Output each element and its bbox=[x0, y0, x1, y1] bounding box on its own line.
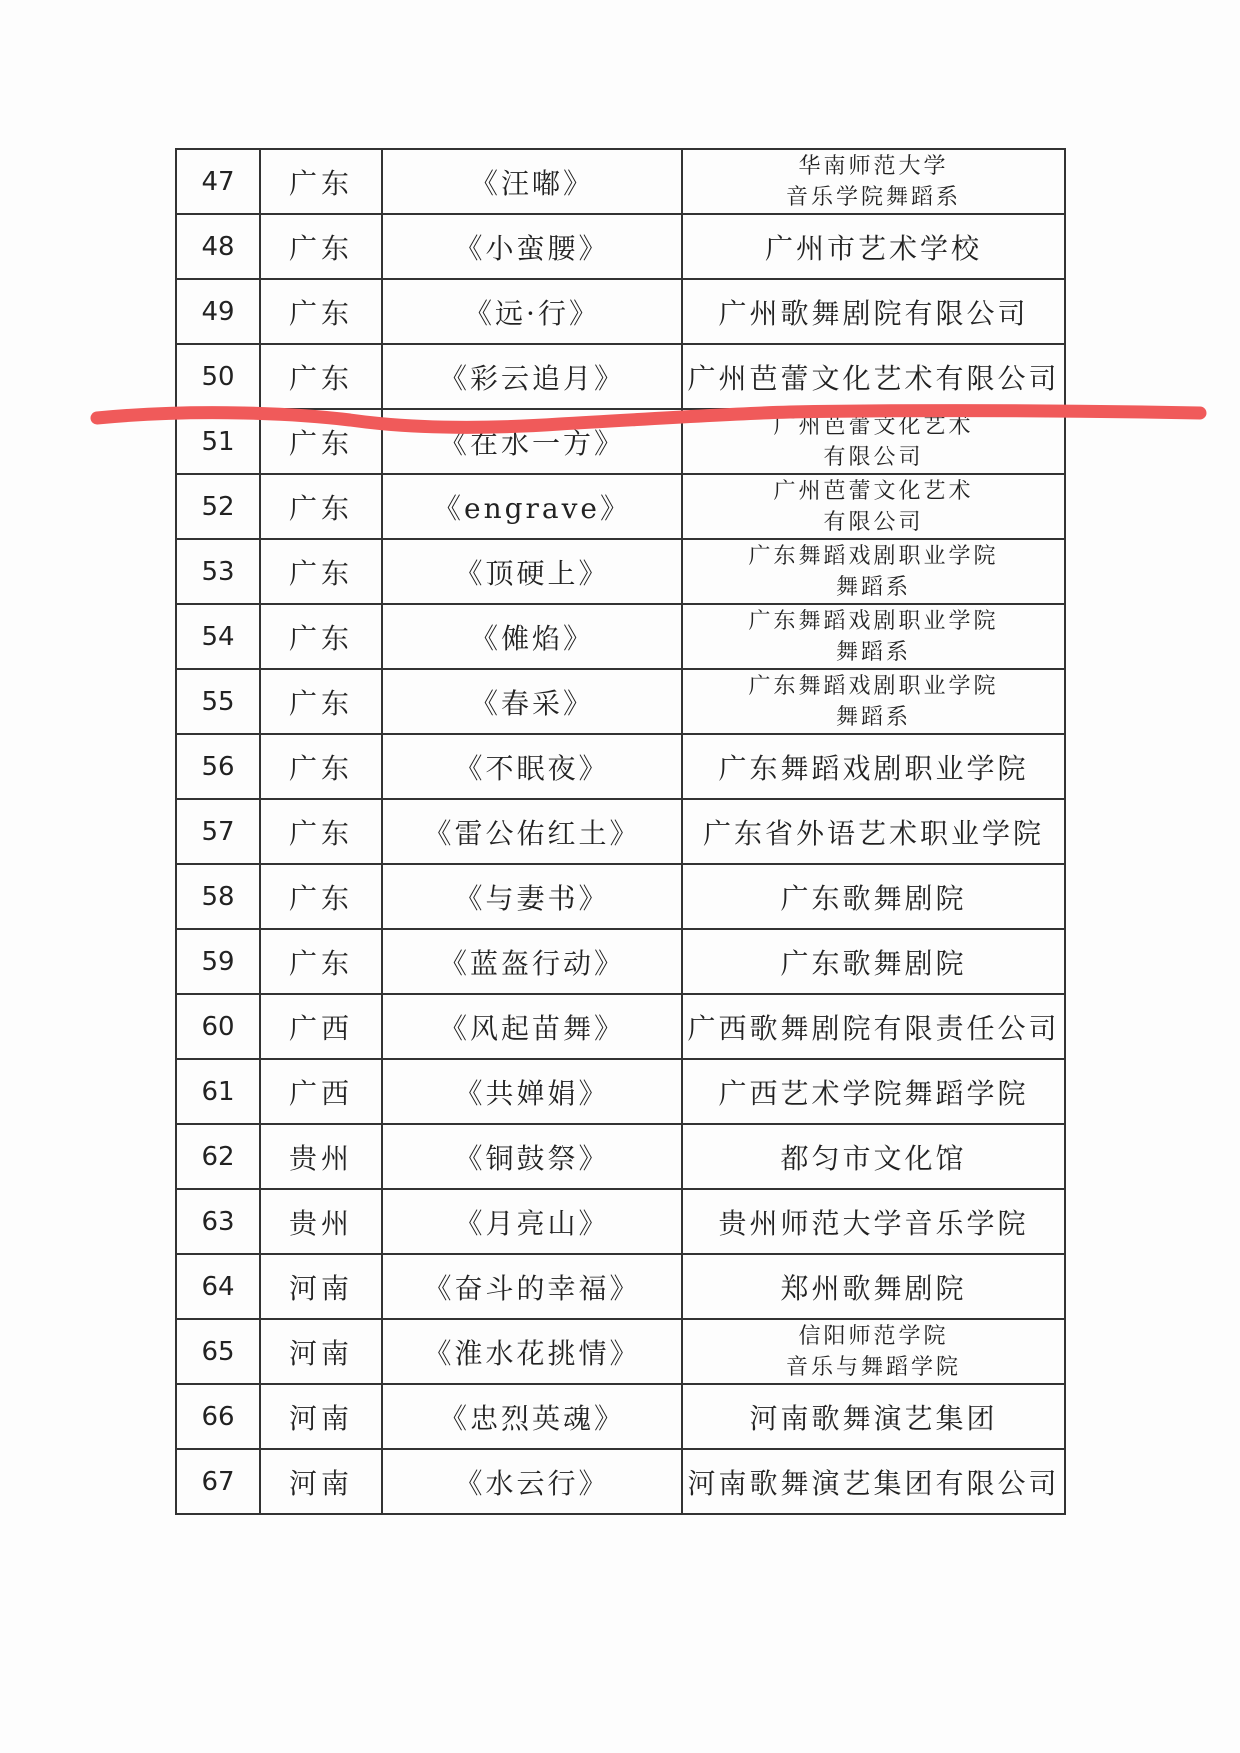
cell-number bbox=[176, 1384, 260, 1449]
work-title: 《风起苗舞》 bbox=[438, 1011, 625, 1045]
province-name: 广东 bbox=[288, 751, 353, 785]
cell-number bbox=[176, 474, 260, 539]
province-name: 广东 bbox=[288, 556, 353, 590]
cell-province bbox=[260, 669, 382, 734]
organization-name: 广东歌舞剧院 bbox=[780, 946, 967, 980]
table-row bbox=[176, 1319, 1065, 1384]
cell-number bbox=[176, 214, 260, 279]
row-number: 51 bbox=[201, 426, 235, 457]
organization-name: 广东歌舞剧院 bbox=[780, 881, 967, 915]
organization-name-line: 华南师范大学 bbox=[798, 153, 949, 179]
organization-name-line: 有限公司 bbox=[823, 444, 924, 470]
work-title: 《铜鼓祭》 bbox=[454, 1141, 610, 1175]
cell-province bbox=[260, 1124, 382, 1189]
organization-name-line: 广东舞蹈戏剧职业学院 bbox=[748, 673, 999, 699]
row-number: 64 bbox=[201, 1271, 235, 1302]
cell-title bbox=[382, 864, 682, 929]
row-number: 48 bbox=[201, 231, 235, 262]
table-row bbox=[176, 1449, 1065, 1514]
cell-number bbox=[176, 344, 260, 409]
organization-name-line: 广东舞蹈戏剧职业学院 bbox=[748, 608, 999, 634]
cell-number bbox=[176, 799, 260, 864]
province-name: 广东 bbox=[288, 816, 353, 850]
table-row bbox=[176, 539, 1065, 604]
province-name: 广东 bbox=[288, 686, 353, 720]
table-row bbox=[176, 474, 1065, 539]
province-name: 广东 bbox=[288, 361, 353, 395]
cell-province bbox=[260, 279, 382, 344]
cell-unit bbox=[682, 1449, 1065, 1514]
cell-province bbox=[260, 799, 382, 864]
cell-province bbox=[260, 409, 382, 474]
organization-name-line: 音乐学院舞蹈系 bbox=[785, 184, 961, 210]
cell-province bbox=[260, 994, 382, 1059]
cell-province bbox=[260, 1384, 382, 1449]
table-row bbox=[176, 669, 1065, 734]
cell-title bbox=[382, 1384, 682, 1449]
row-number: 50 bbox=[201, 361, 235, 392]
cell-province bbox=[260, 864, 382, 929]
cell-unit bbox=[682, 344, 1065, 409]
work-title: 《顶硬上》 bbox=[454, 556, 610, 590]
work-title: 《小蛮腰》 bbox=[454, 231, 610, 265]
cell-title bbox=[382, 279, 682, 344]
cell-title bbox=[382, 409, 682, 474]
row-number: 58 bbox=[201, 881, 235, 912]
cell-number bbox=[176, 929, 260, 994]
province-name: 广西 bbox=[288, 1011, 353, 1045]
organization-name-line: 舞蹈系 bbox=[835, 574, 911, 600]
row-number: 52 bbox=[201, 491, 235, 522]
cell-number bbox=[176, 149, 260, 214]
cell-number bbox=[176, 1254, 260, 1319]
organization-name bbox=[683, 671, 1064, 733]
cell-province bbox=[260, 1319, 382, 1384]
cell-number bbox=[176, 994, 260, 1059]
table-row bbox=[176, 344, 1065, 409]
cell-unit bbox=[682, 1384, 1065, 1449]
cell-number bbox=[176, 1124, 260, 1189]
province-name: 广东 bbox=[288, 946, 353, 980]
work-title: 《月亮山》 bbox=[454, 1206, 610, 1240]
organization-name-line: 舞蹈系 bbox=[835, 704, 911, 730]
row-number: 66 bbox=[201, 1401, 235, 1432]
cell-title bbox=[382, 799, 682, 864]
work-title: 《与妻书》 bbox=[454, 881, 610, 915]
table-body bbox=[176, 149, 1065, 1514]
cell-title bbox=[382, 1319, 682, 1384]
cell-number bbox=[176, 279, 260, 344]
cell-number bbox=[176, 409, 260, 474]
table-row bbox=[176, 409, 1065, 474]
table-row bbox=[176, 994, 1065, 1059]
organization-name bbox=[683, 476, 1064, 538]
cell-title bbox=[382, 474, 682, 539]
province-name: 贵州 bbox=[288, 1206, 353, 1240]
work-title: 《远·行》 bbox=[464, 296, 600, 330]
organization-name: 广西艺术学院舞蹈学院 bbox=[718, 1076, 1029, 1110]
province-name: 广东 bbox=[288, 881, 353, 915]
cell-province bbox=[260, 474, 382, 539]
organization-name bbox=[683, 411, 1064, 473]
cell-title bbox=[382, 214, 682, 279]
cell-title bbox=[382, 344, 682, 409]
province-name: 贵州 bbox=[288, 1141, 353, 1175]
organization-name-line: 广州芭蕾文化艺术 bbox=[773, 478, 974, 504]
province-name: 广东 bbox=[288, 231, 353, 265]
program-table bbox=[175, 148, 1066, 1515]
cell-title bbox=[382, 1189, 682, 1254]
work-title: 《春采》 bbox=[469, 686, 594, 720]
row-number: 53 bbox=[201, 556, 235, 587]
cell-unit bbox=[682, 539, 1065, 604]
row-number: 47 bbox=[201, 166, 235, 197]
cell-number bbox=[176, 1059, 260, 1124]
cell-title bbox=[382, 734, 682, 799]
cell-title bbox=[382, 929, 682, 994]
table-row bbox=[176, 799, 1065, 864]
cell-province bbox=[260, 734, 382, 799]
cell-province bbox=[260, 929, 382, 994]
work-title: 《忠烈英魂》 bbox=[438, 1401, 625, 1435]
work-title: 《淮水花挑情》 bbox=[423, 1336, 641, 1370]
cell-number bbox=[176, 669, 260, 734]
table-row bbox=[176, 149, 1065, 214]
cell-number bbox=[176, 604, 260, 669]
cell-province bbox=[260, 604, 382, 669]
cell-province bbox=[260, 1189, 382, 1254]
province-name: 河南 bbox=[288, 1336, 353, 1370]
row-number: 60 bbox=[201, 1011, 235, 1042]
cell-unit bbox=[682, 929, 1065, 994]
row-number: 63 bbox=[201, 1206, 235, 1237]
cell-unit bbox=[682, 604, 1065, 669]
table-row bbox=[176, 214, 1065, 279]
cell-number bbox=[176, 1189, 260, 1254]
cell-title bbox=[382, 994, 682, 1059]
cell-title bbox=[382, 1059, 682, 1124]
table-row bbox=[176, 1384, 1065, 1449]
organization-name-line: 舞蹈系 bbox=[835, 639, 911, 665]
table-row bbox=[176, 1059, 1065, 1124]
cell-number bbox=[176, 1319, 260, 1384]
work-title: 《不眠夜》 bbox=[454, 751, 610, 785]
cell-unit bbox=[682, 149, 1065, 214]
cell-province bbox=[260, 1449, 382, 1514]
row-number: 65 bbox=[201, 1336, 235, 1367]
organization-name bbox=[683, 606, 1064, 668]
work-title: 《共婵娟》 bbox=[454, 1076, 610, 1110]
cell-title bbox=[382, 604, 682, 669]
organization-name: 广州歌舞剧院有限公司 bbox=[718, 296, 1029, 330]
cell-unit bbox=[682, 1059, 1065, 1124]
cell-unit bbox=[682, 1189, 1065, 1254]
cell-title bbox=[382, 149, 682, 214]
organization-name-line: 信阳师范学院 bbox=[798, 1323, 949, 1349]
cell-unit bbox=[682, 669, 1065, 734]
organization-name-line: 有限公司 bbox=[823, 509, 924, 535]
row-number: 54 bbox=[201, 621, 235, 652]
cell-title bbox=[382, 1254, 682, 1319]
cell-unit bbox=[682, 994, 1065, 1059]
cell-unit bbox=[682, 864, 1065, 929]
table-row bbox=[176, 604, 1065, 669]
organization-name: 贵州师范大学音乐学院 bbox=[718, 1206, 1029, 1240]
row-number: 62 bbox=[201, 1141, 235, 1172]
table-row bbox=[176, 864, 1065, 929]
work-title: 《水云行》 bbox=[454, 1466, 610, 1500]
cell-province bbox=[260, 539, 382, 604]
row-number: 57 bbox=[201, 816, 235, 847]
cell-number bbox=[176, 539, 260, 604]
work-title: 《engrave》 bbox=[433, 491, 631, 525]
organization-name-line: 音乐与舞蹈学院 bbox=[785, 1354, 961, 1380]
province-name: 广东 bbox=[288, 621, 353, 655]
cell-unit bbox=[682, 734, 1065, 799]
province-name: 广东 bbox=[288, 491, 353, 525]
work-title: 《奋斗的幸福》 bbox=[423, 1271, 641, 1305]
cell-unit bbox=[682, 279, 1065, 344]
cell-province bbox=[260, 1059, 382, 1124]
table-row bbox=[176, 1189, 1065, 1254]
cell-unit bbox=[682, 799, 1065, 864]
row-number: 49 bbox=[201, 296, 235, 327]
work-title: 《雷公佑红土》 bbox=[423, 816, 641, 850]
work-title: 《彩云追月》 bbox=[438, 361, 625, 395]
table-row bbox=[176, 1124, 1065, 1189]
row-number: 59 bbox=[201, 946, 235, 977]
work-title: 《在水一方》 bbox=[438, 426, 625, 460]
cell-province bbox=[260, 1254, 382, 1319]
work-title: 《汪嘟》 bbox=[469, 166, 594, 200]
table-row bbox=[176, 734, 1065, 799]
province-name: 广东 bbox=[288, 426, 353, 460]
cell-title bbox=[382, 669, 682, 734]
work-title: 《傩焰》 bbox=[469, 621, 594, 655]
table-row bbox=[176, 1254, 1065, 1319]
organization-name: 广东省外语艺术职业学院 bbox=[702, 816, 1044, 850]
table-row bbox=[176, 279, 1065, 344]
organization-name: 都匀市文化馆 bbox=[780, 1141, 967, 1175]
cell-title bbox=[382, 1449, 682, 1514]
cell-title bbox=[382, 1124, 682, 1189]
cell-province bbox=[260, 149, 382, 214]
organization-name-line: 广东舞蹈戏剧职业学院 bbox=[748, 543, 999, 569]
table-row bbox=[176, 929, 1065, 994]
cell-unit bbox=[682, 1319, 1065, 1384]
province-name: 河南 bbox=[288, 1466, 353, 1500]
organization-name: 广西歌舞剧院有限责任公司 bbox=[687, 1011, 1060, 1045]
organization-name bbox=[683, 151, 1064, 213]
cell-unit bbox=[682, 214, 1065, 279]
cell-unit bbox=[682, 474, 1065, 539]
cell-province bbox=[260, 344, 382, 409]
cell-unit bbox=[682, 1254, 1065, 1319]
cell-unit bbox=[682, 1124, 1065, 1189]
organization-name: 河南歌舞演艺集团有限公司 bbox=[687, 1466, 1060, 1500]
row-number: 56 bbox=[201, 751, 235, 782]
organization-name-line: 广州芭蕾文化艺术 bbox=[773, 413, 974, 439]
province-name: 广西 bbox=[288, 1076, 353, 1110]
organization-name: 广州市艺术学校 bbox=[764, 231, 982, 265]
row-number: 55 bbox=[201, 686, 235, 717]
cell-province bbox=[260, 214, 382, 279]
row-number: 61 bbox=[201, 1076, 235, 1107]
province-name: 广东 bbox=[288, 296, 353, 330]
cell-number bbox=[176, 734, 260, 799]
cell-unit bbox=[682, 409, 1065, 474]
organization-name bbox=[683, 541, 1064, 603]
province-name: 河南 bbox=[288, 1401, 353, 1435]
organization-name: 郑州歌舞剧院 bbox=[780, 1271, 967, 1305]
province-name: 广东 bbox=[288, 166, 353, 200]
cell-title bbox=[382, 539, 682, 604]
cell-number bbox=[176, 1449, 260, 1514]
province-name: 河南 bbox=[288, 1271, 353, 1305]
organization-name: 广东舞蹈戏剧职业学院 bbox=[718, 751, 1029, 785]
row-number: 67 bbox=[201, 1466, 235, 1497]
organization-name: 广州芭蕾文化艺术有限公司 bbox=[687, 361, 1060, 395]
organization-name bbox=[683, 1321, 1064, 1383]
cell-number bbox=[176, 864, 260, 929]
organization-name: 河南歌舞演艺集团 bbox=[749, 1401, 998, 1435]
work-title: 《蓝盔行动》 bbox=[438, 946, 625, 980]
